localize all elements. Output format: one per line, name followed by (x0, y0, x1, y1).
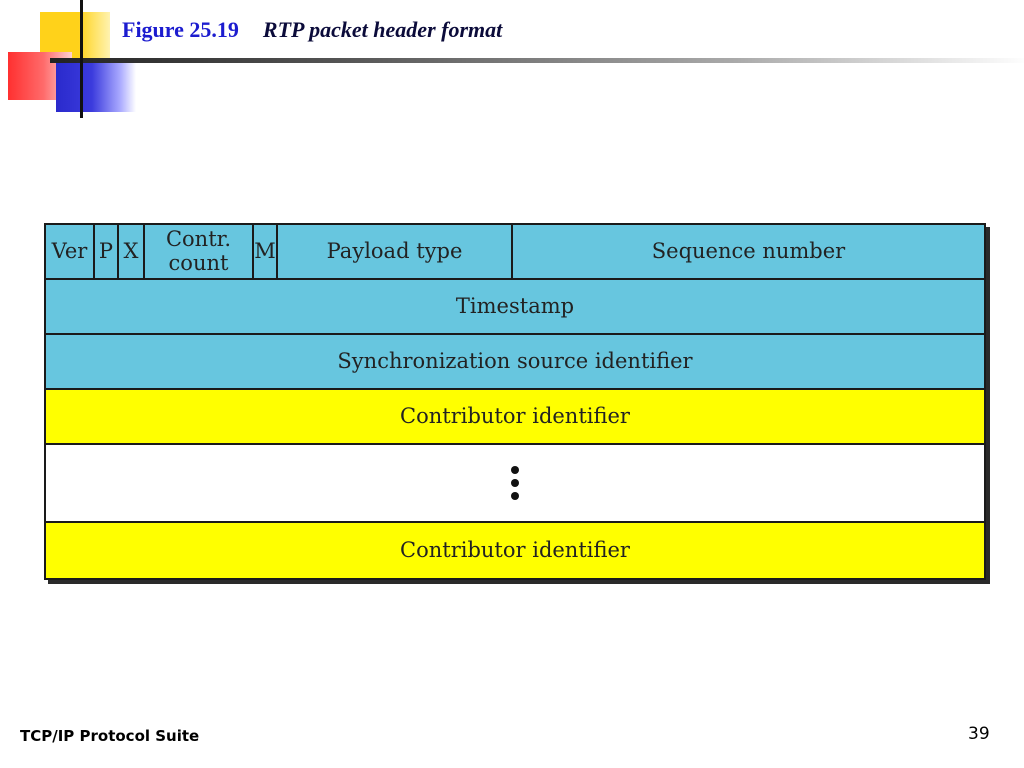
footer-text: TCP/IP Protocol Suite (20, 727, 200, 745)
field-contr-count-line2: count (168, 250, 229, 275)
header-row-ssrc (46, 335, 984, 390)
header-row-timestamp (46, 280, 984, 335)
decorative-blue-square (56, 62, 136, 112)
slide-title (122, 17, 502, 43)
rtp-header-diagram (44, 223, 986, 580)
field-m: M (254, 225, 278, 278)
header-row-ellipsis (46, 445, 984, 523)
field-ver: Ver (46, 225, 95, 278)
field-p: P (95, 225, 119, 278)
figure-number: Figure 25.19 (122, 17, 239, 42)
title-underline (50, 58, 1024, 63)
field-payload-type: Payload type (278, 225, 513, 278)
vertical-ellipsis-icon (511, 466, 519, 500)
field-contributor-identifier-last: Contributor identifier (400, 537, 630, 562)
field-ssrc: Synchronization source identifier (337, 348, 693, 373)
field-timestamp: Timestamp (455, 293, 575, 318)
header-row-contributor-2 (46, 523, 984, 578)
field-sequence-number: Sequence number (651, 238, 846, 263)
page-number: 39 (968, 724, 990, 744)
decorative-vertical-line (80, 0, 83, 118)
field-x: X (119, 225, 145, 278)
header-row-1 (46, 225, 984, 280)
field-contr-count-line1: Contr. (165, 227, 232, 252)
vertical-ellipsis (46, 445, 984, 521)
figure-title: RTP packet header format (262, 17, 503, 42)
field-contr-count (145, 225, 254, 278)
header-row-contributor-1 (46, 390, 984, 445)
field-contributor-identifier: Contributor identifier (400, 403, 630, 428)
